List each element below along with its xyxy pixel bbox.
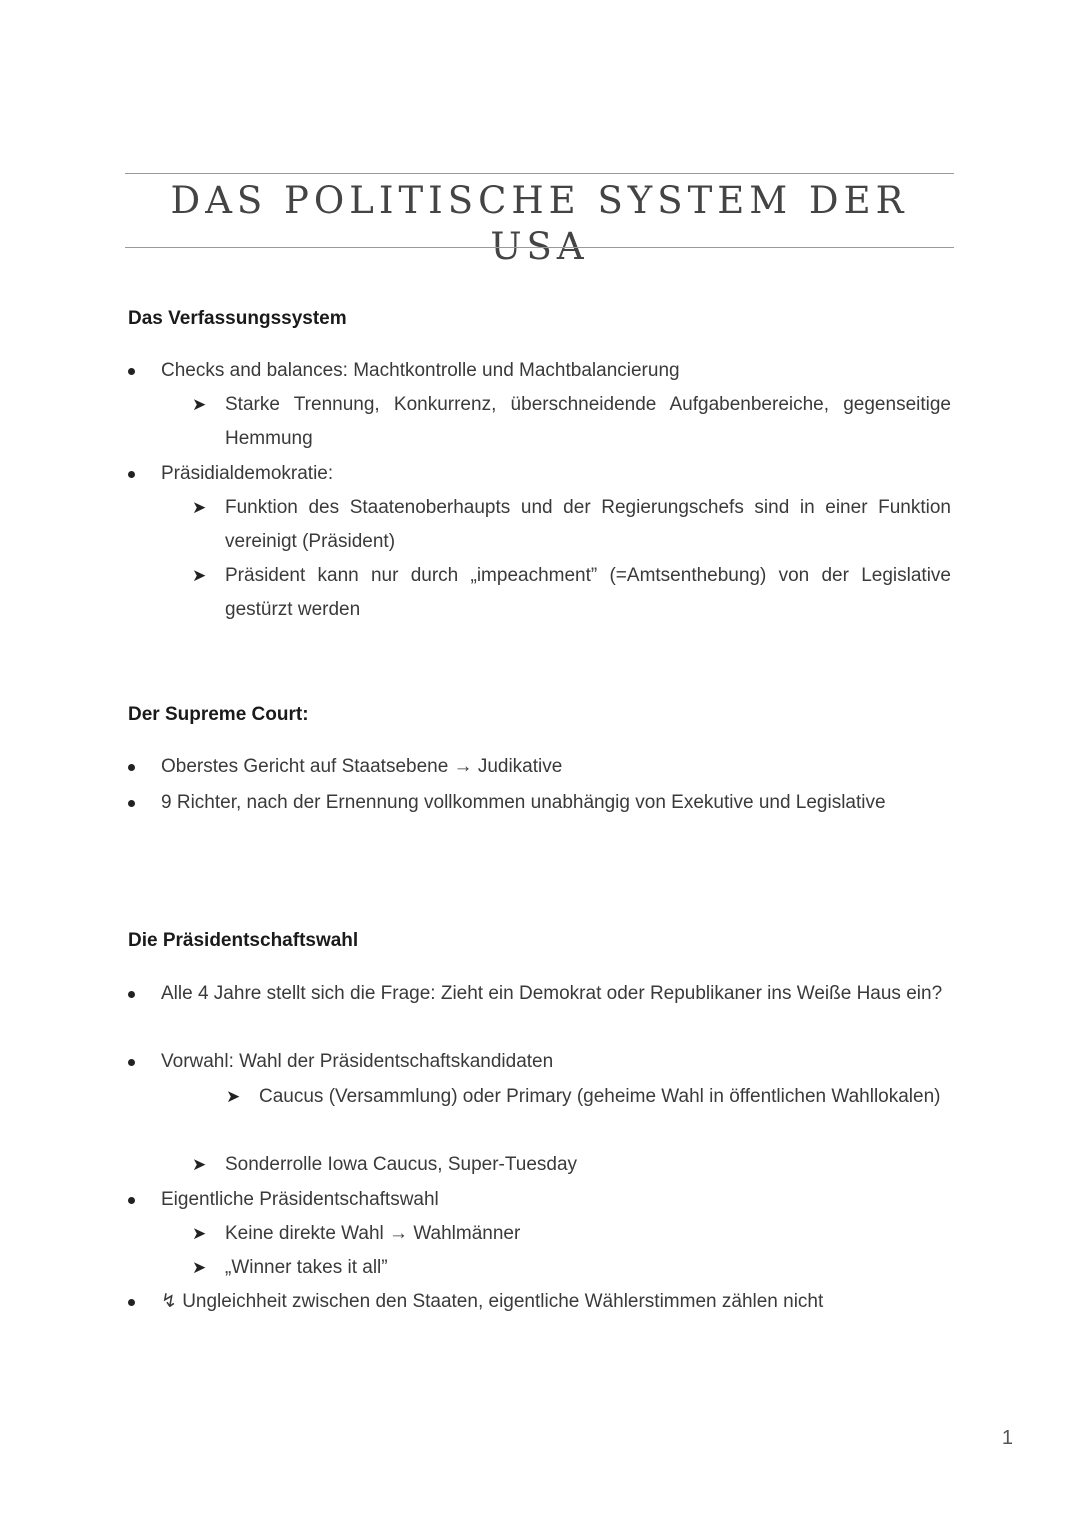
- bullet-item: Eigentliche Präsidentschaftswahl: [161, 1183, 951, 1217]
- section-heading-praesidentschaftswahl: Die Präsidentschaftswahl: [128, 930, 359, 951]
- sub-bullet-text: Starke Trennung, Konkurrenz, überschneidende Aufgabenbereiche, gegenseitige Hemmung: [225, 394, 951, 449]
- bullet-item: Präsidialdemokratie:: [161, 457, 951, 491]
- section-heading-supreme-court: Der Supreme Court:: [128, 704, 309, 725]
- page-number: 1: [1001, 1427, 1013, 1449]
- bullet-item: Alle 4 Jahre stellt sich die Frage: Zieht ein Demokrat oder Republikaner ins Weiße Haus ein?: [161, 977, 951, 1011]
- sub-bullet-item: „Winner takes it all”: [225, 1257, 388, 1278]
- arrow-bullet-icon: ➤: [192, 395, 207, 414]
- arrow-bullet-icon: ➤: [192, 1224, 207, 1243]
- document-title: DAS POLITISCHE SYSTEM DER USA: [170, 179, 909, 268]
- sub-bullet-item: Keine direkte Wahl → Wahlmänner: [225, 1223, 521, 1244]
- title-bottom-rule: [125, 247, 954, 248]
- bullet-item: Vorwahl: Wahl der Präsidentschaftskandidaten: [161, 1045, 951, 1079]
- sub-bullet-item: Caucus (Versammlung) oder Primary (geheime Wahl in öffentlichen Wahllokalen): [259, 1086, 941, 1107]
- bullet-item: Checks and balances: Machtkontrolle und Machtbalancierung: [161, 354, 951, 388]
- title-top-rule: [125, 173, 954, 174]
- bullet-item: Oberstes Gericht auf Staatsebene → Judikative: [161, 750, 951, 784]
- arrow-bullet-icon: ➤: [192, 566, 207, 585]
- sub-bullet-item: Funktion des Staatenoberhaupts und der Regierungschefs sind in einer Funktion vereinigt (Präsident): [225, 497, 951, 552]
- sub-bullet-item: Präsident kann nur durch „impeachment” (=Amtsenthebung) von der Legislative gestürzt werden: [225, 565, 951, 620]
- section-heading-verfassungssystem: Das Verfassungssystem: [128, 308, 347, 329]
- bullet-item: ↯ Ungleichheit zwischen den Staaten, eigentliche Wählerstimmen zählen nicht: [161, 1285, 951, 1319]
- sub-bullet-item: Sonderrolle Iowa Caucus, Super-Tuesday: [225, 1154, 578, 1175]
- sub-bullet-item: [225, 388, 951, 456]
- arrow-bullet-icon: ➤: [226, 1087, 241, 1106]
- bullet-item: 9 Richter, nach der Ernennung vollkommen unabhängig von Exekutive und Legislative: [161, 786, 951, 820]
- arrow-bullet-icon: ➤: [192, 498, 207, 517]
- arrow-bullet-icon: ➤: [192, 1155, 207, 1174]
- arrow-bullet-icon: ➤: [192, 1258, 207, 1277]
